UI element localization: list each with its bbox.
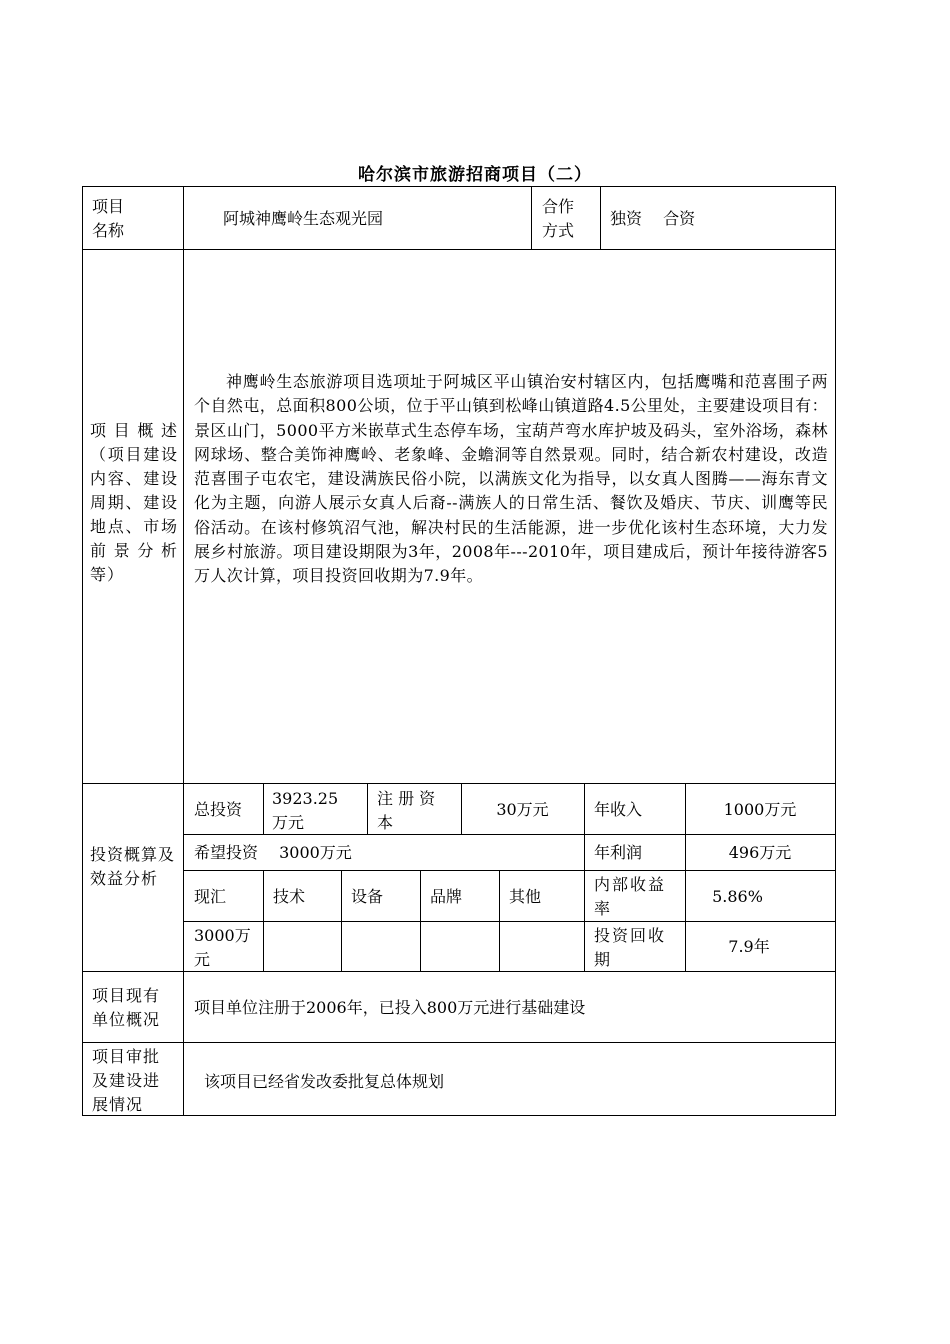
payback-label: 投资回收 期	[594, 926, 667, 969]
project-name-value: 阿城神鹰岭生态观光园	[223, 209, 384, 228]
annual-income-label: 年收入	[594, 800, 643, 819]
annual-profit-label: 年利润	[594, 843, 643, 862]
page-title: 哈尔滨市旅游招商项目（二）	[358, 165, 592, 185]
unit-label: 项目现有 单位概况	[92, 986, 161, 1029]
brand-label: 品牌	[430, 887, 463, 906]
overview-label: 项目概述 （项目建设内容、建设周期、建设地点、市场前景分析等）	[90, 421, 178, 584]
total-investment-label: 总投资	[194, 800, 243, 819]
technology-label: 技术	[273, 887, 306, 906]
approval-value: 该项目已经省发改委批复总体规划	[204, 1072, 445, 1091]
cooperation-label: 合作 方式	[542, 197, 575, 240]
payback-value: 7.9年	[728, 937, 770, 956]
desired-investment: 希望投资 3000万元	[194, 843, 352, 862]
unit-value: 项目单位注册于2006年，已投入800万元进行基础建设	[194, 998, 586, 1017]
annual-profit-value: 496万元	[728, 843, 792, 862]
overview-text: 神鹰岭生态旅游项目选项址于阿城区平山镇治安村辖区内，包括鹰嘴和范喜围子两个自然屯，总面积800公顷，位于平山镇到松峰山镇道路4.5公里处，主要建设项目有：景区山门，5000平方米嵌草式生态停车场，宝葫芦弯水库护坡及码头，室外浴场，森林网球场、整合美饰神鹰岭、老象峰、金蟾洞等自然景观。同时，结合新农村建设，改造范喜围子屯农宅，建设满族民俗小院，以满族文化为指导，以女真人图腾——海东青文化为主题，向游人展示女真人后裔--满族人的日常生活、餐饮及婚庆、节庆、训鹰等民俗活动。在该村修筑沼气池，解决村民的生活能源，进一步优化该村生态环境，大力发展乡村旅游。项目建设期限为3年，2008年---2010年，项目建成后，预计年接待游客5万人次计算，项目投资回收期为7.9年。	[194, 372, 828, 586]
project-name-label: 项目 名称	[92, 197, 125, 240]
cash-label: 现汇	[194, 887, 227, 906]
investment-label: 投资概算及效益分析	[90, 845, 176, 888]
cash-value: 3000万 元	[194, 926, 251, 969]
other-label: 其他	[509, 887, 542, 906]
total-investment-value: 3923.25 万元	[272, 789, 339, 832]
annual-income-value: 1000万元	[723, 800, 797, 819]
equipment-label: 设备	[351, 887, 384, 906]
irr-value: 5.86%	[712, 887, 763, 906]
registered-capital-label: 注 册 资 本	[377, 789, 436, 832]
registered-capital-value: 30万元	[496, 800, 549, 819]
approval-label: 项目审批 及建设进 展情况	[92, 1047, 161, 1114]
irr-label: 内部收益 率	[594, 875, 667, 918]
cooperation-value: 独资 合资	[610, 209, 696, 228]
